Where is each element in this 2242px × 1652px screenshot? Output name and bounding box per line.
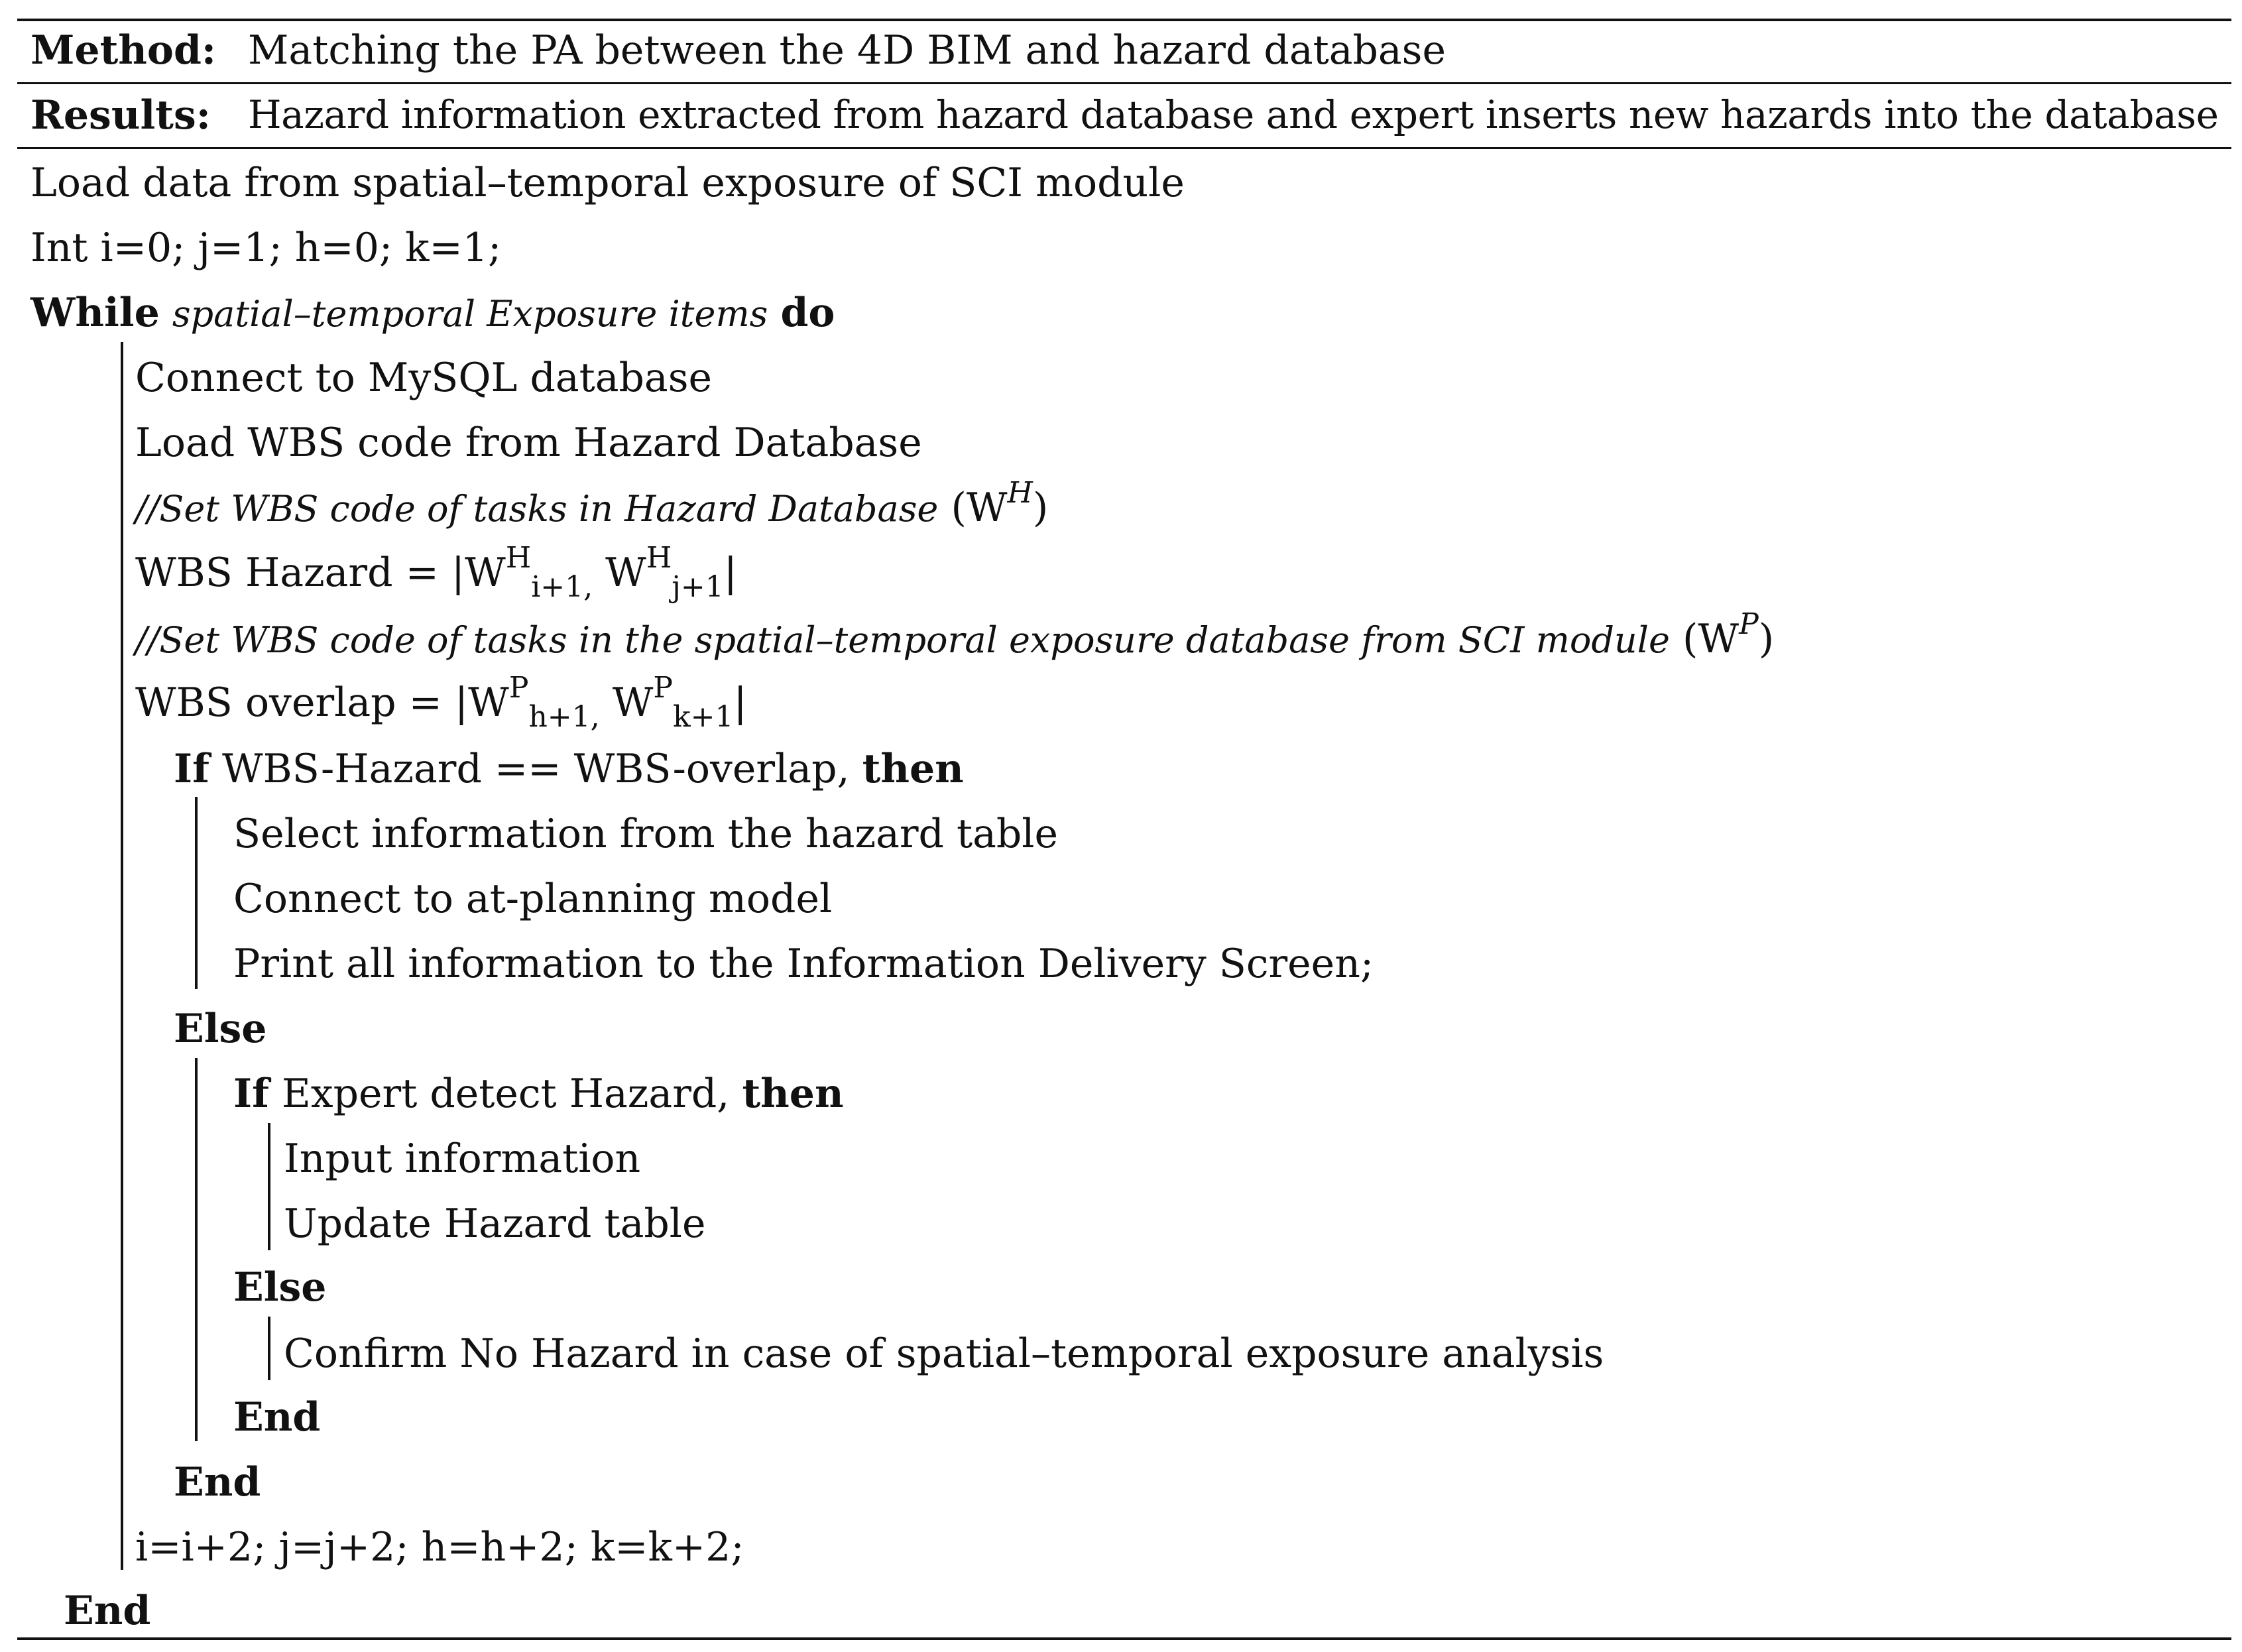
wbs-overlap-lhs: WBS overlap = |W bbox=[135, 679, 509, 726]
comment1-sup: H bbox=[1007, 476, 1033, 510]
if1-block-bar bbox=[195, 797, 198, 989]
wbs-overlap-mid: W bbox=[599, 679, 654, 726]
else2-keyword: Else bbox=[233, 1264, 327, 1311]
while-keyword: While bbox=[30, 290, 160, 336]
if2-line bbox=[233, 1071, 844, 1117]
init-line: Int i=0; j=1; h=0; k=1; bbox=[30, 225, 502, 271]
connect-at-line: Connect to at-planning model bbox=[233, 876, 833, 922]
wbs-hazard-sub1: i+1, bbox=[531, 570, 593, 604]
else1-block-bar bbox=[195, 1058, 198, 1441]
if2-condition: Expert detect Hazard, bbox=[281, 1071, 730, 1117]
bottom-rule bbox=[17, 1637, 2231, 1640]
wbs-hazard-end: | bbox=[723, 550, 737, 596]
wbs-hazard-sup1: H bbox=[505, 541, 532, 575]
wbs-hazard-sub2: j+1 bbox=[672, 570, 724, 604]
wbs-hazard-sup2: H bbox=[646, 541, 672, 575]
wbs-overlap-sup1: P bbox=[508, 671, 529, 705]
results-label: Results: bbox=[30, 92, 211, 139]
comment1-line bbox=[135, 476, 1049, 531]
comment1-text: //Set WBS code of tasks in Hazard Database bbox=[135, 488, 939, 530]
method-text: Matching the PA between the 4D BIM and hazard database bbox=[248, 27, 1446, 74]
comment2-text: //Set WBS code of tasks in the spatial–temporal exposure database from SCI module bbox=[135, 619, 1670, 661]
while-condition: spatial–temporal Exposure items bbox=[172, 293, 768, 335]
if1-condition: WBS-Hazard == WBS-overlap, bbox=[221, 746, 850, 792]
end-while-keyword: End bbox=[64, 1588, 151, 1634]
wbs-overlap-sub1: h+1, bbox=[528, 700, 600, 734]
comment2-close: ) bbox=[1758, 616, 1775, 662]
confirm-line: Confirm No Hazard in case of spatial–temporal exposure analysis bbox=[284, 1330, 1604, 1377]
end-if1-keyword: End bbox=[174, 1459, 261, 1505]
top-rule bbox=[17, 19, 2231, 21]
wbs-hazard-line bbox=[135, 541, 737, 604]
wbs-overlap-line bbox=[135, 671, 747, 734]
while-block-bar bbox=[121, 342, 123, 1570]
if1-keyword: If bbox=[174, 746, 209, 792]
if2-keyword: If bbox=[233, 1071, 269, 1117]
do-keyword: do bbox=[780, 290, 835, 336]
end-if2-keyword: End bbox=[233, 1394, 321, 1441]
wbs-overlap-sub2: k+1 bbox=[672, 700, 734, 734]
increment-line: i=i+2; j=j+2; h=h+2; k=k+2; bbox=[135, 1524, 744, 1570]
comment2-line bbox=[135, 607, 1775, 662]
comment1-var: (W bbox=[951, 485, 1008, 531]
if2-then-keyword: then bbox=[742, 1071, 844, 1117]
print-info-line: Print all information to the Information Delivery Screen; bbox=[233, 941, 1374, 987]
wbs-overlap-sup2: P bbox=[653, 671, 673, 705]
comment1-close: ) bbox=[1032, 485, 1049, 531]
load-wbs-line: Load WBS code from Hazard Database bbox=[135, 420, 922, 466]
load-line: Load data from spatial–temporal exposure of SCI module bbox=[30, 160, 1185, 206]
method-label: Method: bbox=[30, 27, 217, 74]
connect-mysql-line: Connect to MySQL database bbox=[135, 355, 712, 401]
wbs-hazard-mid: W bbox=[593, 550, 646, 596]
if2-block-bar bbox=[268, 1123, 270, 1250]
if1-line bbox=[174, 746, 964, 792]
results-text: Hazard information extracted from hazard database and expert inserts new hazards into the database bbox=[248, 92, 2219, 137]
if1-then-keyword: then bbox=[862, 746, 964, 792]
comment2-var: (W bbox=[1682, 616, 1740, 662]
results-rule bbox=[17, 147, 2231, 149]
update-table-line: Update Hazard table bbox=[284, 1201, 706, 1247]
comment2-sup: P bbox=[1739, 607, 1759, 641]
while-line bbox=[30, 290, 835, 336]
input-info-line: Input information bbox=[284, 1136, 641, 1182]
method-rule bbox=[17, 82, 2231, 84]
else2-block-bar bbox=[268, 1317, 270, 1380]
wbs-hazard-lhs: WBS Hazard = |W bbox=[135, 550, 506, 596]
wbs-overlap-end: | bbox=[733, 679, 747, 726]
else1-keyword: Else bbox=[174, 1006, 267, 1052]
select-info-line: Select information from the hazard table bbox=[233, 811, 1059, 857]
